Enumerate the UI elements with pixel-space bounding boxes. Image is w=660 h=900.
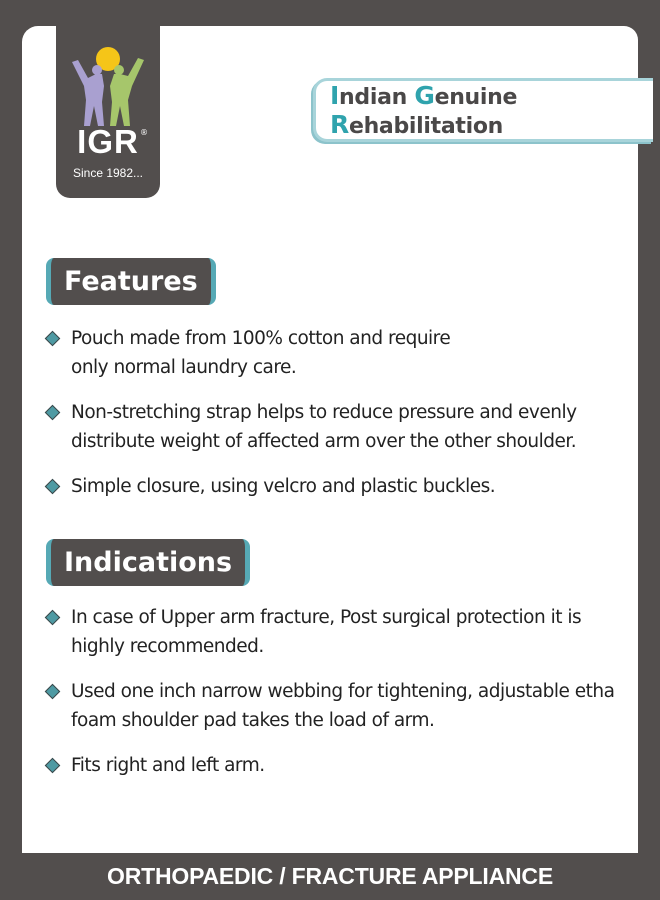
- diamond-bullet-icon: [45, 331, 61, 347]
- indications-list: [46, 603, 626, 796]
- people-sun-logo-icon: [70, 46, 146, 128]
- feature-text: Simple closure, using velcro and plastic buckles.: [71, 476, 496, 497]
- brand-word-genuine: enuine: [434, 85, 518, 110]
- brand-word-indian: ndian: [339, 85, 415, 110]
- indications-heading: Indications: [46, 539, 250, 586]
- diamond-bullet-icon: [45, 405, 61, 421]
- footer-category-label: ORTHOPAEDIC / FRACTURE APPLIANCE: [107, 863, 553, 889]
- brand-word-rehabilitation: ehabilitation: [348, 114, 504, 139]
- indication-text: Fits right and left arm.: [71, 755, 265, 776]
- feature-text: Non-stretching strap helps to reduce pressure and evenly distribute weight of affected arm over the other shoulder.: [71, 402, 577, 452]
- brand-banner: [313, 78, 653, 142]
- list-item: [46, 603, 626, 661]
- indication-text: Used one inch narrow webbing for tightening, adjustable etha foam shoulder pad takes the load of arm.: [71, 681, 615, 731]
- brand-initial-r: R: [330, 110, 349, 139]
- diamond-bullet-icon: [45, 479, 61, 495]
- logo-tagline: Since 1982...: [72, 166, 144, 180]
- diamond-bullet-icon: [45, 610, 61, 626]
- brand-banner-text: [330, 81, 653, 139]
- feature-text: Pouch made from 100% cotton and require only normal laundry care.: [71, 328, 451, 378]
- features-heading: Features: [46, 258, 216, 305]
- logo-badge: [56, 26, 160, 198]
- brand-initial-g: G: [414, 81, 435, 110]
- brand-initial-i: I: [330, 81, 340, 110]
- logo-brand-text: IGR: [77, 123, 139, 160]
- list-item: [46, 324, 626, 382]
- list-item: [46, 472, 626, 501]
- list-item: [46, 677, 626, 735]
- list-item: [46, 398, 626, 456]
- content-panel: [22, 26, 638, 853]
- diamond-bullet-icon: [45, 684, 61, 700]
- diamond-bullet-icon: [45, 758, 61, 774]
- registered-mark: ®: [140, 128, 148, 137]
- list-item: [46, 751, 626, 780]
- features-list: [46, 324, 626, 517]
- indication-text: In case of Upper arm fracture, Post surgical protection it is highly recommended.: [71, 607, 582, 657]
